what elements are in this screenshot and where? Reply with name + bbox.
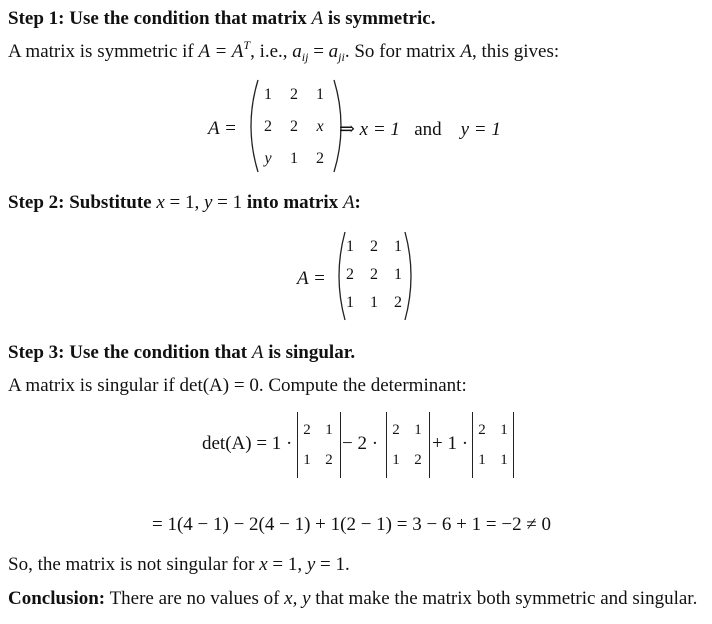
- minor-cell: 1: [414, 422, 422, 438]
- matrix-cell: 2: [290, 118, 298, 135]
- conclusion: Conclusion: There are no values of x, y that make the matrix both symmetric and singular.: [8, 588, 698, 609]
- matrix-cell: 1: [370, 294, 378, 311]
- matrix-step2: [335, 228, 415, 324]
- matrix-cell: 2: [370, 266, 378, 283]
- matrix-cell: 2: [316, 150, 324, 167]
- det-label: det(A) = 1 ·: [202, 433, 293, 454]
- minor-cell: 1: [500, 422, 508, 438]
- determinant-result: = 1(4 − 1) − 2(4 − 1) + 1(2 − 1) = 3 − 6 + 1 = −2 ≠ 0: [152, 514, 552, 535]
- matrix-cell: 1: [394, 266, 402, 283]
- matrix-cell: x: [316, 118, 324, 135]
- matrix-cell: 2: [370, 238, 378, 255]
- matrix-step1: [246, 76, 346, 176]
- step2-heading: Step 2: Substitute x = 1, y = 1 into matrix A:: [8, 192, 361, 213]
- minor-cell: 1: [303, 452, 311, 468]
- matrix-cell: 2: [346, 266, 354, 283]
- minor-cell: 1: [478, 452, 486, 468]
- matrix-cell: 1: [264, 86, 272, 103]
- minor-3: [472, 412, 514, 478]
- minor-cell: 2: [392, 422, 400, 438]
- minor-cell: 1: [325, 422, 333, 438]
- step1-heading: Step 1: Use the condition that matrix A is symmetric.: [8, 8, 436, 29]
- matrix-cell: 1: [346, 294, 354, 311]
- minor-cell: 1: [392, 452, 400, 468]
- minor-cell: 1: [500, 452, 508, 468]
- singular-definition: A matrix is singular if det(A) = 0. Compute the determinant:: [8, 375, 467, 396]
- minor-cell: 2: [414, 452, 422, 468]
- matrix-cell: 1: [290, 150, 298, 167]
- minor-cell: 2: [325, 452, 333, 468]
- matrix-label-step2: A =: [297, 268, 326, 289]
- matrix-cell: 2: [394, 294, 402, 311]
- matrix-cell: 1: [394, 238, 402, 255]
- matrix-label-step1: A =: [208, 118, 237, 139]
- minor-cell: 2: [303, 422, 311, 438]
- matrix-cell: 2: [264, 118, 272, 135]
- matrix-cell: 2: [290, 86, 298, 103]
- implication: ⇒ x = 1 and y = 1: [339, 119, 501, 140]
- matrix-cell: y: [264, 150, 272, 167]
- step3-heading: Step 3: Use the condition that A is singular.: [8, 342, 356, 363]
- matrix-cell: 1: [316, 86, 324, 103]
- not-singular-statement: So, the matrix is not singular for x = 1, y = 1.: [8, 554, 350, 575]
- minor-1: [297, 412, 341, 478]
- matrix-cell: 1: [346, 238, 354, 255]
- minus-two: − 2 ·: [342, 433, 379, 454]
- plus-one: + 1 ·: [432, 433, 469, 454]
- symmetric-definition: A matrix is symmetric if $A = A^T$, i.e., $a_{ij} = a_{ji}$. So for matrix A, this gives:: [8, 38, 560, 64]
- minor-cell: 2: [478, 422, 486, 438]
- minor-2: [386, 412, 430, 478]
